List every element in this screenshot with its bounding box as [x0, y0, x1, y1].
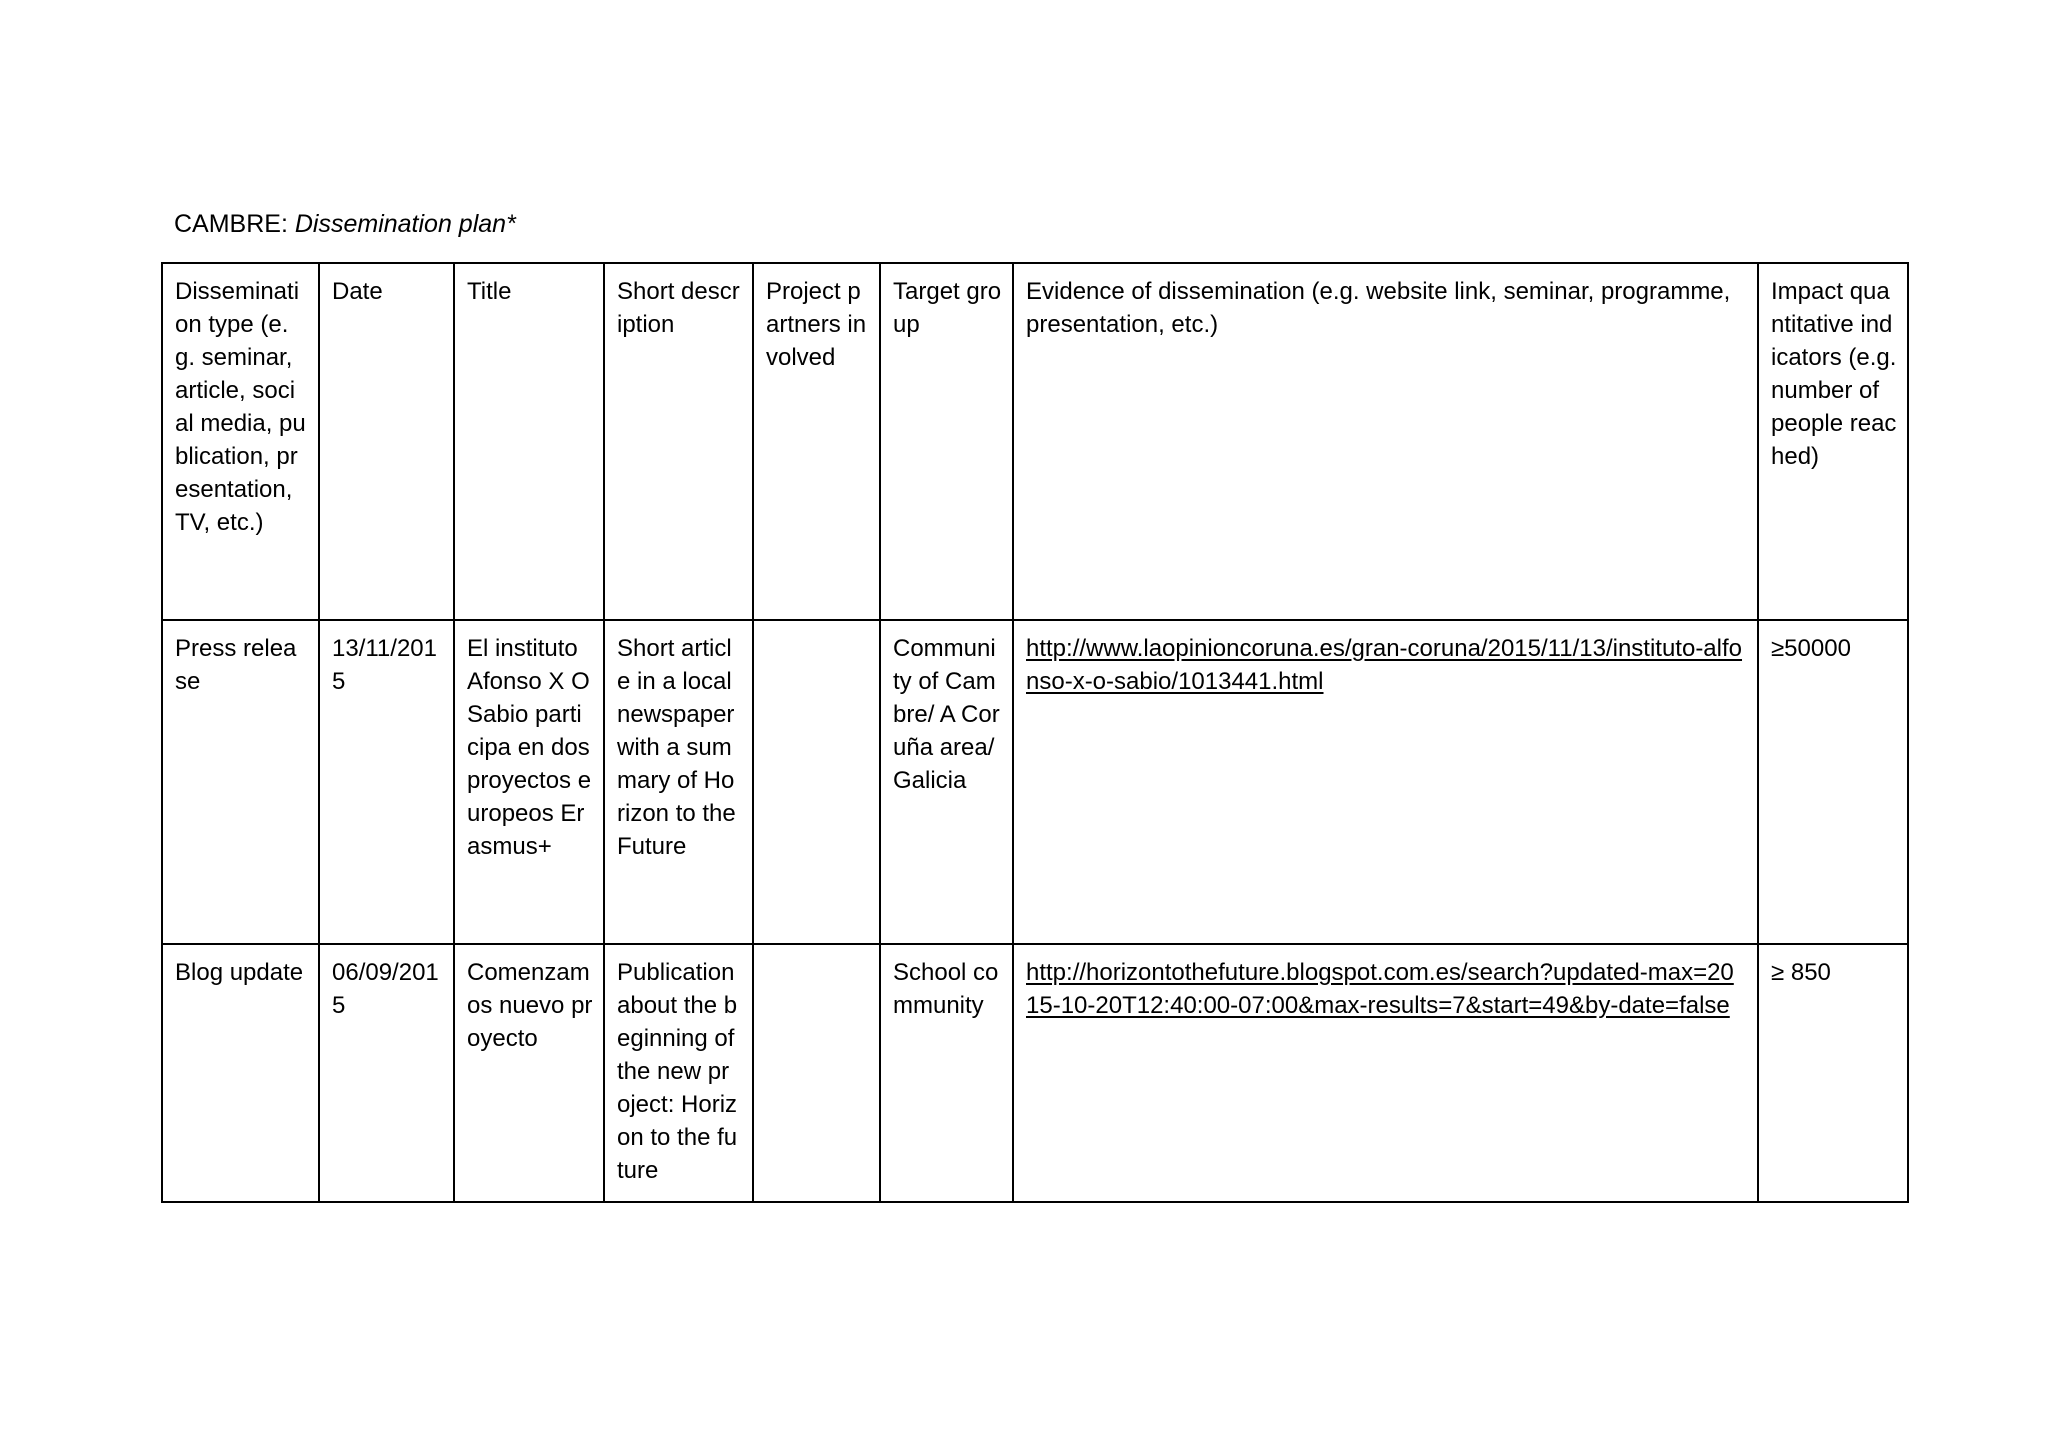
cell-description: Short article in a local newspaper with a summary of Horizon to the Future [604, 620, 753, 944]
cell-title: El instituto Afonso X O Sabio participa en dos proyectos europeos Erasmus+ [454, 620, 604, 944]
column-header-evidence: Evidence of dissemination (e.g. website link, seminar, programme, presentation, etc.) [1013, 263, 1758, 620]
cell-evidence [1013, 944, 1758, 1202]
column-header-description: Short description [604, 263, 753, 620]
cell-date: 13/11/2015 [319, 620, 454, 944]
cell-target: School community [880, 944, 1013, 1202]
cell-target: Community of Cambre/ A Coruña area/ Galicia [880, 620, 1013, 944]
page-subtitle: Dissemination plan* [294, 210, 516, 238]
cell-title: Comenzamos nuevo proyecto [454, 944, 604, 1202]
column-header-target: Target group [880, 263, 1013, 620]
cell-partners [753, 620, 880, 944]
page-title-prefix: CAMBRE: [174, 210, 295, 238]
evidence-link[interactable]: http://www.laopinioncoruna.es/gran-coruna/2015/11/13/instituto-alfonso-x-o-sabio/1013441.html [1026, 635, 1743, 695]
column-header-title: Title [454, 263, 604, 620]
table-header-row [162, 263, 1908, 620]
table-row [162, 620, 1908, 944]
table-row [162, 944, 1908, 1202]
cell-date: 06/09/2015 [319, 944, 454, 1202]
cell-description: Publication about the beginning of the new project: Horizon to the future [604, 944, 753, 1202]
column-header-type: Dissemination type (e.g. seminar, article, social media, publication, presentation, TV, etc.) [162, 263, 319, 620]
cell-evidence [1013, 620, 1758, 944]
cell-partners [753, 944, 880, 1202]
cell-type: Blog update [162, 944, 319, 1202]
cell-type: Press release [162, 620, 319, 944]
dissemination-table [161, 262, 1909, 1203]
cell-impact: ≥ 850 [1758, 944, 1908, 1202]
page-title [174, 208, 516, 241]
column-header-impact: Impact quantitative indicators (e.g. number of people reached) [1758, 263, 1908, 620]
column-header-partners: Project partners involved [753, 263, 880, 620]
column-header-date: Date [319, 263, 454, 620]
evidence-link[interactable]: http://horizontothefuture.blogspot.com.es/search?updated-max=2015-10-20T12:40:00-07:00&max-results=7&start=49&by-date=false [1026, 959, 1734, 1019]
cell-impact: ≥50000 [1758, 620, 1908, 944]
